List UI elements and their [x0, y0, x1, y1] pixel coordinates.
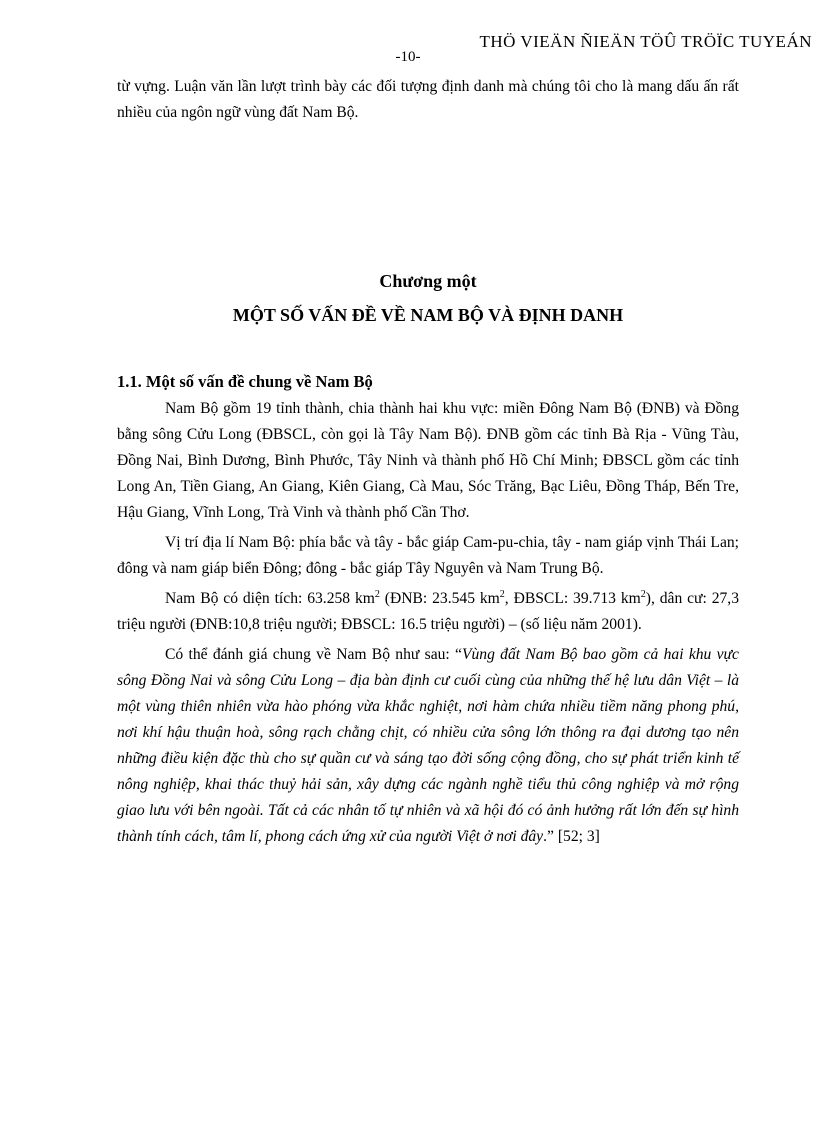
- area-text-1: Nam Bộ có diện tích: 63.258 km: [165, 590, 375, 607]
- quote-citation: .” [52; 3]: [543, 828, 600, 845]
- chapter-label: Chương một: [379, 271, 477, 291]
- area-text-4: ), dân cư: 27,3 triệu người (ĐNB:10,8 triệu người; ĐBSCL: 16.5 triệu người) – (số liệu năm 2001).: [117, 590, 739, 633]
- paragraph-area-population: [117, 586, 739, 638]
- page-number: -10-: [395, 49, 421, 65]
- area-text-3: , ĐBSCL: 39.713 km: [504, 590, 641, 607]
- superscript: 2: [640, 589, 646, 600]
- superscript: 2: [374, 589, 380, 600]
- library-watermark: THÖ VIEÄN ÑIEÄN TÖÛ TRÖÏC TUYEÁN: [479, 32, 812, 51]
- quote-lead: Có thể đánh giá chung về Nam Bộ như sau: “: [165, 646, 462, 663]
- superscript: 2: [499, 589, 505, 600]
- paragraph-quotation: [117, 642, 739, 850]
- page-body: [117, 74, 739, 850]
- area-text-2: (ĐNB: 23.545 km: [379, 590, 500, 607]
- paragraph-provinces: Nam Bộ gồm 19 tỉnh thành, chia thành hai khu vực: miền Đông Nam Bộ (ĐNB) và Đồng bằng sông Cửu Long (ĐBSCL, còn gọi là Tây Nam Bộ). ĐNB gồm các tỉnh Bà Rịa - Vũng Tàu, Đồng Nai, Bình Dương, Bình Phước, Tây Ninh và thành phố Hồ Chí Minh; ĐBSCL gồm các tỉnh Long An, Tiền Giang, An Giang, Kiên Giang, Cà Mau, Sóc Trăng, Bạc Liêu, Đồng Tháp, Bến Tre, Hậu Giang, Vĩnh Long, Trà Vinh và thành phố Cần Thơ.: [117, 400, 739, 521]
- chapter-title: MỘT SỐ VẤN ĐỀ VỀ NAM BỘ VÀ ĐỊNH DANH: [232, 305, 624, 325]
- paragraph-location: Vị trí địa lí Nam Bộ: phía bắc và tây - bắc giáp Cam-pu-chia, tây - nam giáp vịnh Thái Lan; đông và nam giáp biển Đông; đông - bắc giáp Tây Nguyên và Nam Trung Bộ.: [117, 534, 739, 577]
- quote-text: Vùng đất Nam Bộ bao gồm cả hai khu vực sông Đồng Nai và sông Cửu Long – địa bàn định cư cuối cùng của những thế hệ lưu dân Việt – là một vùng thiên nhiên vừa hào phóng vừa khắc nghiệt, nơi hàm chứa nhiều tiềm năng phong phú, nơi khí hậu thuận hoà, sông rạch chằng chịt, có nhiều cửa sông lớn thông ra đại dương tạo nên những điều kiện đặc thù cho sự quần cư và sáng tạo đời sống cộng đồng, cho sự phát triển kinh tế nông nghiệp, khai thác thuỷ hải sản, xây dựng các ngành nghề tiểu thủ công nghiệp và mở rộng giao lưu với bên ngoài. Tất cả các nhân tố tự nhiên và xã hội đó có ảnh hưởng rất lớn đến sự hình thành tính cách, tâm lí, phong cách ứng xử của người Việt ở nơi đây: [117, 646, 739, 845]
- section-heading: 1.1. Một số vấn đề chung về Nam Bộ: [117, 372, 373, 391]
- intro-paragraph: từ vựng. Luận văn lần lượt trình bày các đối tượng định danh mà chúng tôi cho là mang dấu ấn rất nhiều của ngôn ngữ vùng đất Nam Bộ.: [117, 78, 739, 121]
